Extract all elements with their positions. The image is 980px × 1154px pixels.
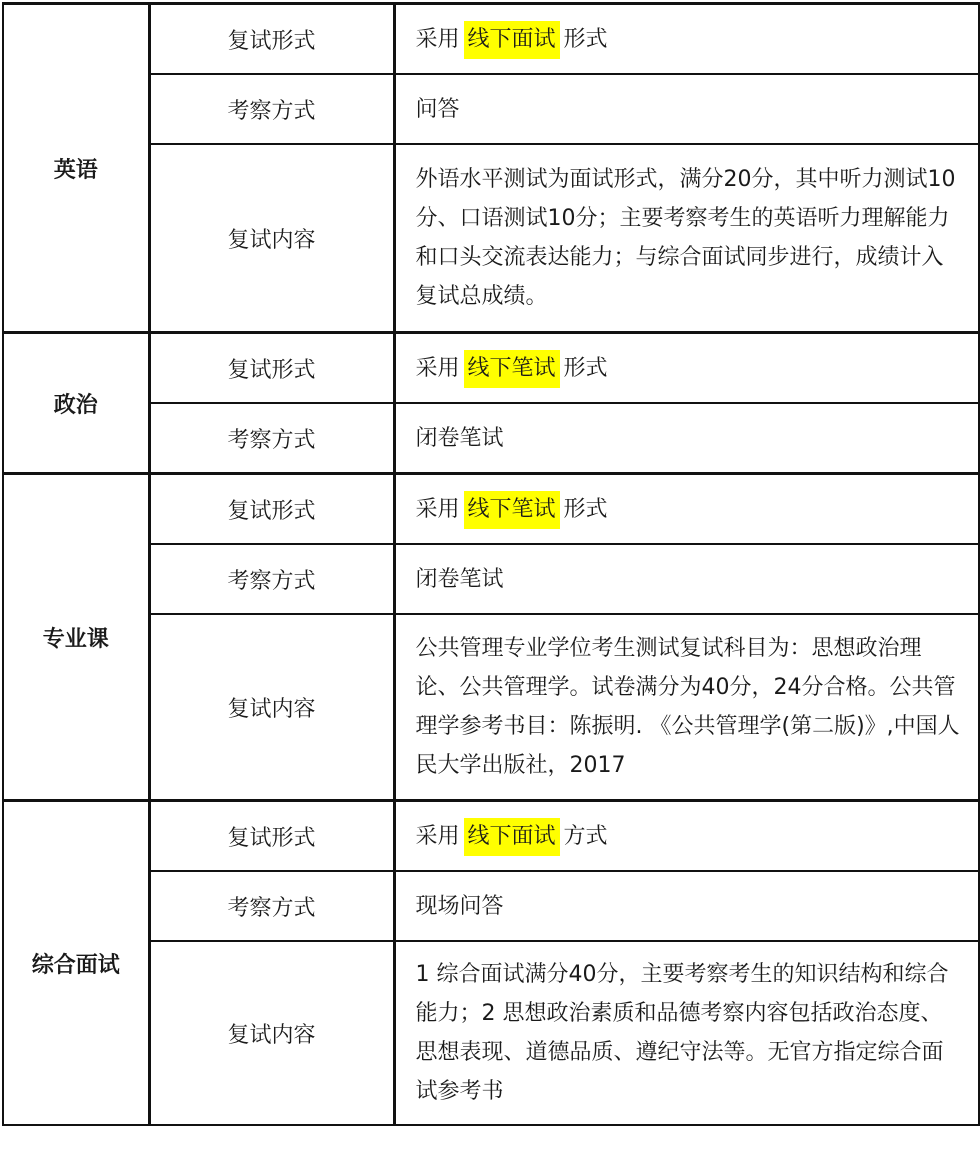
table-row xyxy=(3,333,979,404)
table-row xyxy=(3,544,979,614)
group-politics xyxy=(3,333,979,474)
detail-cell xyxy=(394,4,979,75)
detail-cell xyxy=(394,333,979,404)
aspect-label: 复试内容 xyxy=(149,144,394,333)
detail-cell: 1 综合面试满分40分，主要考察考生的知识结构和综合能力；2 思想政治素质和品德考察内容包括政治态度、思想表现、道德品质、遵纪守法等。无官方指定综合面试参考书 xyxy=(394,941,979,1125)
table-row xyxy=(3,403,979,474)
group-english xyxy=(3,4,979,333)
aspect-label: 复试内容 xyxy=(149,614,394,801)
aspect-label: 考察方式 xyxy=(149,74,394,144)
highlighted-mode: 线下笔试 xyxy=(464,350,560,388)
detail-cell xyxy=(394,474,979,545)
detail-cell: 现场问答 xyxy=(394,871,979,941)
group-major xyxy=(3,474,979,801)
retest-table xyxy=(2,2,980,1126)
detail-cell xyxy=(394,801,979,872)
aspect-label: 考察方式 xyxy=(149,871,394,941)
subject-politics: 政治 xyxy=(3,333,149,474)
detail-prefix: 采用 xyxy=(415,26,460,52)
table-row xyxy=(3,474,979,545)
detail-prefix: 采用 xyxy=(415,355,460,381)
detail-suffix: 形式 xyxy=(563,355,608,381)
detail-suffix: 形式 xyxy=(563,496,608,522)
aspect-label: 复试形式 xyxy=(149,4,394,75)
table-row xyxy=(3,74,979,144)
subject-major: 专业课 xyxy=(3,474,149,801)
detail-cell: 外语水平测试为面试形式，满分20分，其中听力测试10分、口语测试10分；主要考察考生的英语听力理解能力和口头交流表达能力；与综合面试同步进行，成绩计入复试总成绩。 xyxy=(394,144,979,333)
aspect-label: 复试形式 xyxy=(149,801,394,872)
detail-cell: 闭卷笔试 xyxy=(394,403,979,474)
detail-suffix: 方式 xyxy=(563,823,608,849)
highlighted-mode: 线下面试 xyxy=(464,818,560,856)
table-row xyxy=(3,4,979,75)
table-row xyxy=(3,801,979,872)
detail-cell: 问答 xyxy=(394,74,979,144)
detail-suffix: 形式 xyxy=(563,26,608,52)
aspect-label: 复试形式 xyxy=(149,333,394,404)
aspect-label: 考察方式 xyxy=(149,544,394,614)
subject-english: 英语 xyxy=(3,4,149,333)
aspect-label: 考察方式 xyxy=(149,403,394,474)
table-row xyxy=(3,144,979,333)
detail-cell: 公共管理专业学位考生测试复试科目为：思想政治理论、公共管理学。试卷满分为40分，24分合格。公共管理学参考书目：陈振明. 《公共管理学(第二版)》,中国人民大学出版社，2017 xyxy=(394,614,979,801)
group-interview xyxy=(3,801,979,1126)
detail-cell: 闭卷笔试 xyxy=(394,544,979,614)
subject-interview: 综合面试 xyxy=(3,801,149,1126)
highlighted-mode: 线下笔试 xyxy=(464,491,560,529)
detail-prefix: 采用 xyxy=(415,823,460,849)
table-row xyxy=(3,614,979,801)
aspect-label: 复试形式 xyxy=(149,474,394,545)
highlighted-mode: 线下面试 xyxy=(464,21,560,59)
table-row xyxy=(3,941,979,1125)
aspect-label: 复试内容 xyxy=(149,941,394,1125)
table-row xyxy=(3,871,979,941)
detail-prefix: 采用 xyxy=(415,496,460,522)
